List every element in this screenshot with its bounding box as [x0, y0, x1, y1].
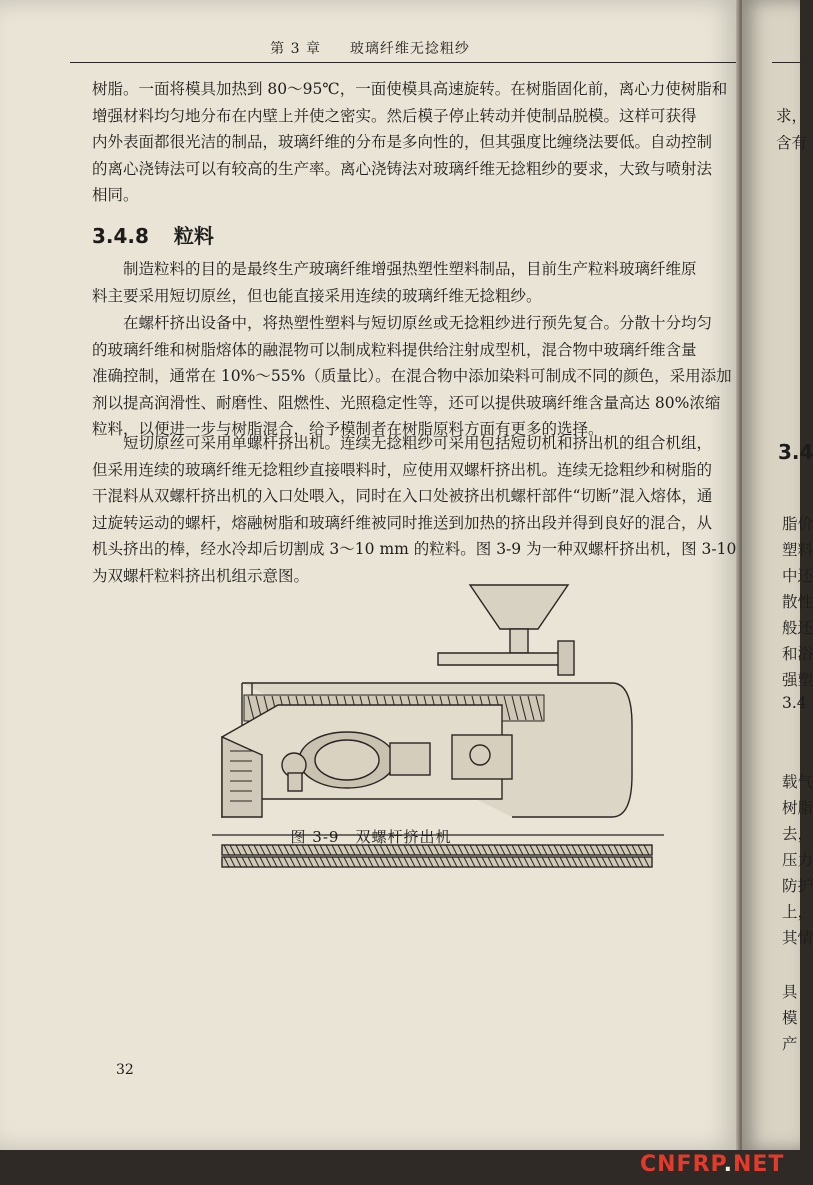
- facing-text-line: 树脂: [782, 799, 813, 817]
- site-watermark: [640, 1152, 784, 1177]
- facing-text-line: 般还: [782, 619, 813, 637]
- facing-text-line: 求，: [776, 107, 808, 125]
- facing-text-line: 压力: [782, 851, 813, 869]
- section-heading: [92, 220, 214, 249]
- text-line: 短切原丝可采用单螺杆挤出机。连续无捻粗纱可采用包括短切机和挤出机的组合机组，: [123, 434, 713, 452]
- text-line: 增强材料均匀地分布在内壁上并使之密实。然后模子停止转动并使制品脱模。这样可获得: [92, 106, 697, 125]
- text-line: 干混料从双螺杆挤出机的入口处喂入，同时在入口处被挤出机螺杆部件“切断”混入熔体，通: [92, 487, 713, 505]
- figure-caption: 图 3-9 双螺杆挤出机: [290, 828, 452, 846]
- text-line: 准确控制，通常在 10%～55%（质量比）。在混合物中添加染料可制成不同的颜色，采用添加: [92, 367, 732, 385]
- text-line: 制造粒料的目的是最终生产玻璃纤维增强热塑性塑料制品，目前生产粒料玻璃纤维原: [123, 260, 697, 278]
- chapter-number: 第 3 章: [270, 41, 321, 57]
- section-number: 3.4.8: [92, 224, 149, 248]
- facing-text-line: 和浴: [782, 645, 813, 663]
- watermark-dot: .: [723, 1152, 733, 1177]
- section-title-text: 粒料: [173, 224, 214, 248]
- text-line: 在螺杆挤出设备中，将热塑性塑料与短切原丝或无捻粗纱进行预先复合。分散十分均匀: [123, 314, 713, 332]
- facing-text-line: 含有: [776, 134, 808, 152]
- facing-text-line: 其情: [782, 929, 813, 947]
- facing-text-line: 载气: [782, 773, 813, 791]
- running-header: [70, 38, 670, 58]
- facing-text-line: 塑料: [782, 541, 813, 559]
- facing-text-line: 防护: [782, 877, 813, 895]
- paragraph-centrifugal-casting: [92, 76, 736, 209]
- facing-text-line: 产: [782, 1035, 798, 1053]
- paragraph-pellet-purpose: [92, 256, 736, 309]
- paragraph-screw-extrusion: [92, 310, 736, 443]
- facing-section-number: 3.4: [778, 440, 813, 464]
- text-line: 粒料，以便进一步与树脂混合，给予模制者在树脂原料方面有更多的选择。: [92, 420, 604, 438]
- facing-page: [742, 0, 813, 1150]
- text-line: 料主要采用短切原丝，但也能直接采用连续的玻璃纤维无捻粗纱。: [92, 286, 542, 305]
- text-line: 的离心浇铸法可以有较高的生产率。离心浇铸法对玻璃纤维无捻粗纱的要求，大致与喷射法: [92, 159, 713, 178]
- text-line: 但采用连续的玻璃纤维无捻粗纱直接喂料时，应使用双螺杆挤出机。连续无捻粗纱和树脂的: [92, 460, 713, 479]
- text-line: 的玻璃纤维和树脂熔体的融混物可以制成粒料提供给注射成型机，混合物中玻璃纤维含量: [92, 340, 697, 359]
- facing-header-rule: [772, 62, 812, 63]
- facing-text-line: 强塑: [782, 671, 813, 689]
- watermark-right: NET: [732, 1152, 785, 1177]
- facing-text-line: 中还: [782, 567, 813, 585]
- page-number: 32: [116, 1062, 134, 1078]
- facing-text-line: 3.4: [782, 694, 807, 712]
- facing-text-line: 上，: [782, 903, 813, 921]
- text-line: 剂以提高润滑性、耐磨性、阻燃性、光照稳定性等，还可以提供玻璃纤维含量高达 80%浓缩: [92, 393, 721, 412]
- paragraph-twin-screw: [92, 430, 736, 589]
- text-line: 机头挤出的棒，经水冷却后切割成 3～10 mm 的粒料。图 3-9 为一种双螺杆挤出机，图 3-10: [92, 540, 737, 558]
- facing-text-line: 脂价: [782, 515, 813, 533]
- text-line: 树脂。一面将模具加热到 80～95℃，一面使模具高速旋转。在树脂固化前，离心力使树脂和: [92, 80, 728, 98]
- text-line: 过旋转运动的螺杆，熔融树脂和玻璃纤维被同时推送到加热的挤出段并得到良好的混合，从: [92, 513, 713, 532]
- text-line: 为双螺杆粒料挤出机组示意图。: [92, 566, 310, 585]
- facing-text-line: 去，: [782, 825, 813, 843]
- chapter-title: 玻璃纤维无捻粗纱: [349, 41, 470, 57]
- facing-text-line: 模: [782, 1009, 798, 1027]
- watermark-left: CNFRP: [640, 1152, 724, 1177]
- facing-text-line: 具: [782, 983, 798, 1001]
- text-line: 相同。: [92, 186, 139, 204]
- facing-text-line: 散性: [782, 593, 813, 611]
- header-rule: [70, 62, 736, 63]
- text-line: 内外表面都很光洁的制品，玻璃纤维的分布是多向性的，但其强度比缠绕法要低。自动控制: [92, 133, 713, 151]
